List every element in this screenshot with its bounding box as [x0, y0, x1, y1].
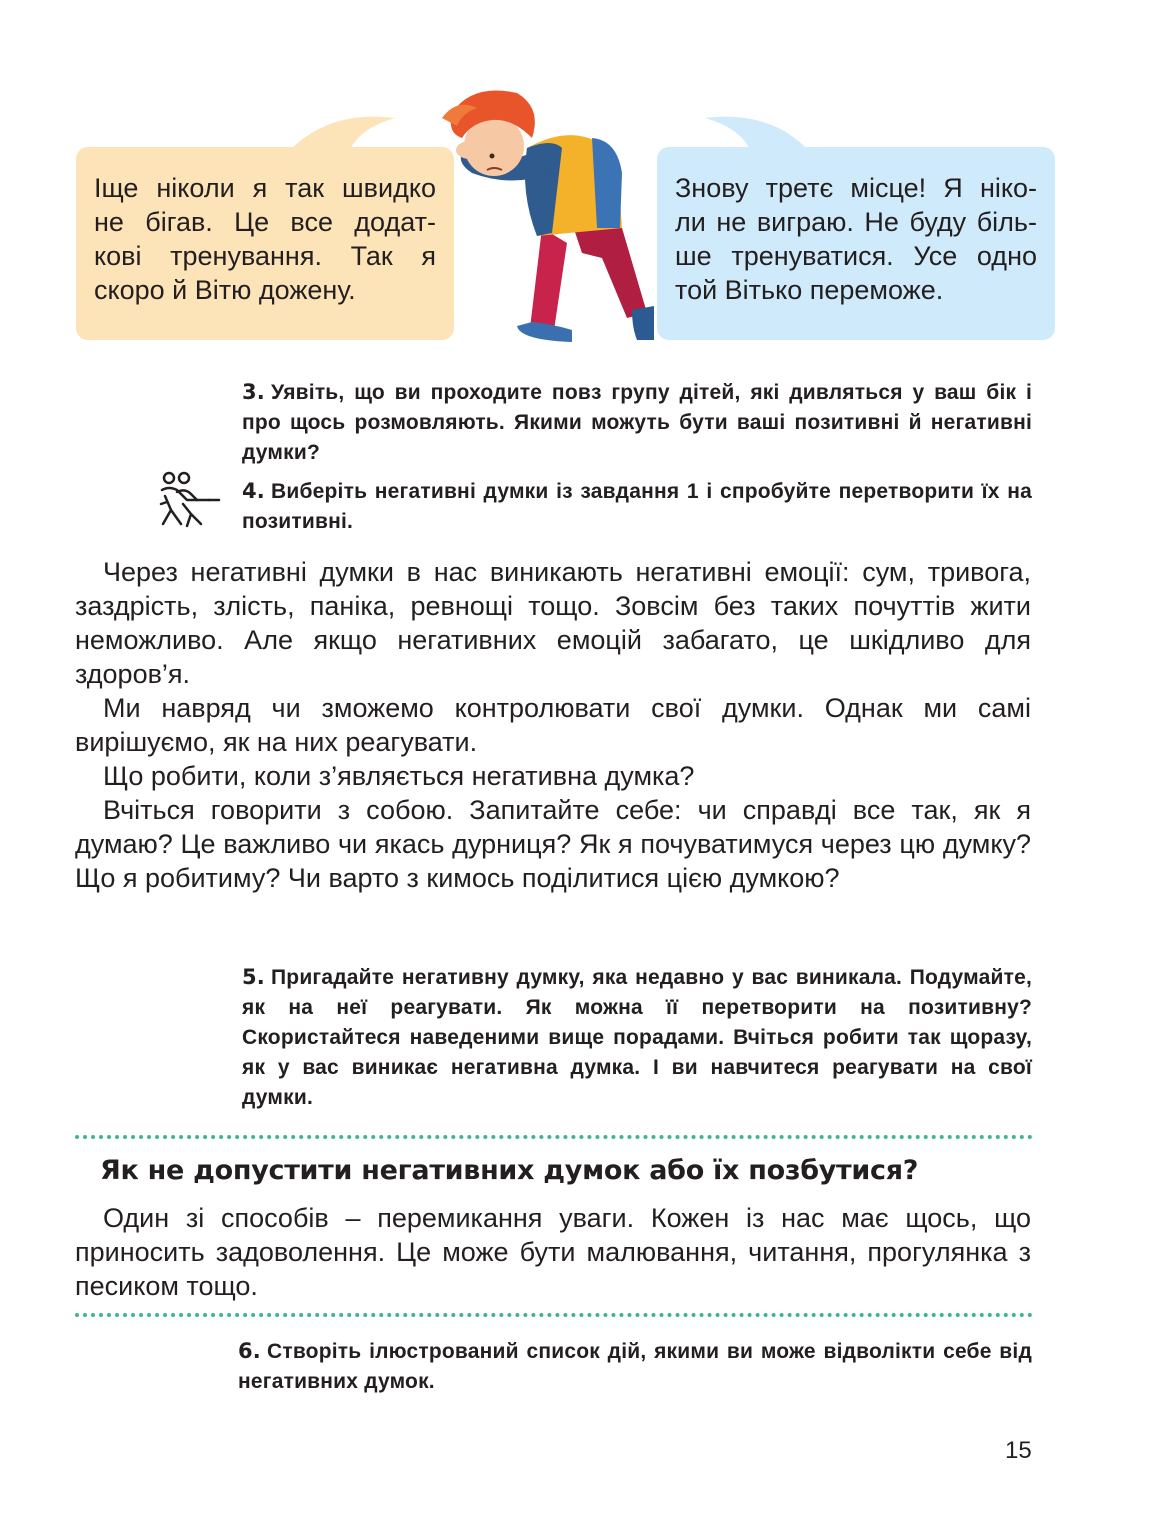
sad-boy-illustration [432, 78, 662, 350]
body-paragraph: Через негативні думки в нас виникають негативні емоції: сум, тривога, заздрість, злість, паніка, ревнощі тощо. Зовсім без таких почуттів жити неможливо. Але якщо негативних емоцій забагато, це шкідливо для здоров’я. [75, 557, 1031, 689]
dotted-divider [75, 1313, 1033, 1317]
task-number: 4. [242, 479, 265, 503]
speech-bubble-left [76, 147, 454, 340]
task-text: Уявіть, що ви проходите повз групу дітей, які дивляться у ваш бік і про щось розмовляють. Якими можуть бути ваші позитивні й негативні думки? [242, 381, 1032, 464]
bubble-right-line: ли не виграю. Не буду біль- [675, 207, 1037, 237]
group-work-icon [157, 470, 223, 528]
bubble-left-line: скоро й Вітю дожену. [94, 275, 356, 305]
bubble-right-line: Знову третє місце! Я ніко- [675, 173, 1037, 203]
page-number: 15 [1005, 1437, 1032, 1464]
task-3 [242, 377, 1032, 468]
task-6 [238, 1336, 1032, 1397]
body-paragraph: Що робити, коли з’являється негативна думка? [103, 761, 695, 791]
bubble-left-line: Іще ніколи я так швидко [94, 173, 436, 203]
bubble-left-line: не бігав. Це все додат- [94, 207, 436, 237]
body-paragraph: Один зі способів – перемикання уваги. Кожен із нас має щось, що приносить задоволення. Це може бути малювання, читання, прогулянка з песиком тощо. [75, 1203, 1031, 1301]
bubble-right-line: той Вітько переможе. [675, 275, 944, 305]
task-text: Пригадайте негативну думку, яка недавно у вас виникала. Подумайте, як на неї реагувати. Як можна її перетворити на позитивну? Скористайтеся наведеними вище порадами. Вчіться робити так щоразу, як у вас виникає негативна думка. І ви навчитеся реагувати на свої думки. [242, 966, 1032, 1109]
section-heading: Як не допустити негативних думок або їх позбутися? [100, 1155, 919, 1186]
task-4 [242, 476, 1032, 537]
body-paragraph: Вчіться говорити з собою. Запитайте себе: чи справді все так, як я думаю? Це важливо чи якась дурниця? Як я почуватимуся через цю думку? Що я робитиму? Чи варто з кимось поділитися цією думкою? [75, 795, 1031, 893]
speech-bubble-right [657, 147, 1055, 340]
task-number: 5. [242, 965, 265, 989]
bubble-left-line: кові тренування. Так я [94, 241, 436, 271]
body-paragraph: Ми навряд чи зможемо контролювати свої думки. Однак ми самі вирішуємо, як на них реагувати. [75, 693, 1031, 757]
bubble-right-line: ше тренуватися. Усе одно [675, 241, 1037, 271]
task-text: Виберіть негативні думки із завдання 1 і спробуйте перетворити їх на позитивні. [242, 480, 1032, 533]
task-text: Створіть ілюстрований список дій, якими ви може відволікти себе від негативних думок. [238, 1340, 1032, 1393]
task-number: 6. [238, 1339, 261, 1363]
task-5 [242, 962, 1032, 1113]
task-number: 3. [242, 380, 265, 404]
dotted-divider [75, 1135, 1033, 1139]
